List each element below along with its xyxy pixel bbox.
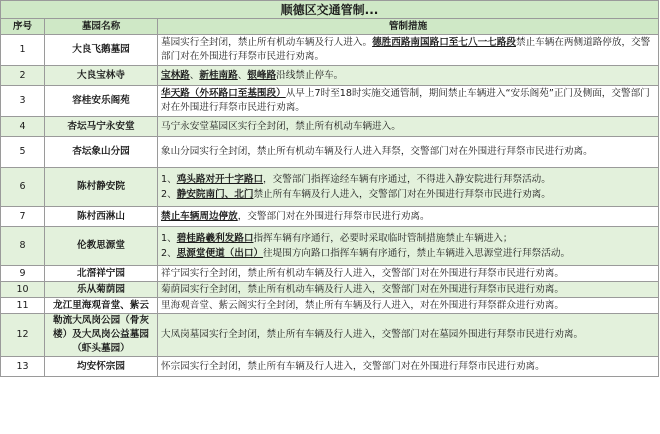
control-measure bbox=[158, 35, 659, 66]
table-row bbox=[1, 207, 659, 227]
measure-text: 禁止所有车辆及行人进入，交警部门对在外围进行拜祭市民进行劝离。 bbox=[253, 188, 551, 200]
cemetery-name: 龙江里海观音堂、紫云 bbox=[45, 298, 158, 314]
measure-line bbox=[161, 188, 655, 202]
row-number: 12 bbox=[1, 314, 45, 357]
cemetery-name: 容桂安乐阁苑 bbox=[45, 86, 158, 117]
table-row bbox=[1, 314, 659, 357]
table-row bbox=[1, 227, 659, 266]
row-number: 5 bbox=[1, 137, 45, 168]
row-number: 7 bbox=[1, 207, 45, 227]
underlined-road-text: 华天路（外环路口至基围段） bbox=[161, 88, 286, 99]
measure-text: 怀宗园实行全封闭，禁止所有车辆及行人进入，交警部门对在外围进行拜祭市民进行劝离。 bbox=[161, 360, 545, 372]
underlined-road-text: 宝林路 bbox=[161, 69, 190, 81]
table-row bbox=[1, 282, 659, 298]
cemetery-name: 陈村西淋山 bbox=[45, 207, 158, 227]
cemetery-name: 均安怀宗园 bbox=[45, 357, 158, 377]
cemetery-name: 乐从菊荫园 bbox=[45, 282, 158, 298]
control-measure bbox=[158, 357, 659, 377]
measure-text: 2、 bbox=[161, 247, 177, 259]
underlined-road-text: 思源堂便道（出口） bbox=[176, 247, 264, 259]
measure-text: 1、 bbox=[161, 232, 177, 244]
control-measure bbox=[158, 66, 659, 86]
cemetery-name: 陈村静安院 bbox=[45, 168, 158, 207]
measure-text: 从早上7时至18时实施交通管制，期间禁止车辆进入“安乐阁苑”正门及侧面，交警部门对在外围进行拜祭市民进行劝离。 bbox=[161, 88, 650, 113]
control-measure bbox=[158, 298, 659, 314]
measure-text: ，交警部门对在外围进行拜祭市民进行劝离。 bbox=[237, 210, 430, 222]
underlined-road-text: 禁止车辆周边停放 bbox=[161, 210, 238, 222]
cemetery-name: 勒流大凤岗公园（骨灰楼）及大凤岗公益墓园（虾头墓园） bbox=[45, 314, 158, 357]
control-measure bbox=[158, 207, 659, 227]
cemetery-name: 杏坛象山分园 bbox=[45, 137, 158, 168]
control-measure bbox=[158, 266, 659, 282]
measure-text: 2、 bbox=[161, 188, 177, 200]
cemetery-name: 大良飞鹅墓园 bbox=[45, 35, 158, 66]
table-row bbox=[1, 117, 659, 137]
row-number: 13 bbox=[1, 357, 45, 377]
header-no: 序号 bbox=[1, 19, 45, 35]
measure-text: 菊荫园实行全封闭，禁止所有机动车辆及行人进入，交警部门对在外围进行拜祭市民进行劝离。 bbox=[161, 283, 564, 295]
row-number: 3 bbox=[1, 86, 45, 117]
underlined-road-text: 鸡头路对开十字路口 bbox=[176, 173, 264, 185]
cemetery-name: 杏坛马宁永安堂 bbox=[45, 117, 158, 137]
measure-text: 、 bbox=[189, 69, 200, 81]
underlined-road-text: 静安院南门、北门 bbox=[176, 188, 254, 200]
table-row bbox=[1, 298, 659, 314]
control-measure bbox=[158, 137, 659, 168]
header-name: 墓园名称 bbox=[45, 19, 158, 35]
measure-text: 、 bbox=[237, 69, 248, 81]
table-row bbox=[1, 86, 659, 117]
underlined-road-text: 德胜西路南国路口至七八一七路段 bbox=[372, 37, 516, 48]
measure-text: 1、 bbox=[161, 173, 177, 185]
underlined-road-text: 新桂南路 bbox=[199, 69, 238, 81]
measure-text: 墓园实行全封闭，禁止所有机动车辆及行人进入。 bbox=[161, 37, 373, 48]
measure-text: 大凤岗墓园实行全封闭，禁止所有车辆及行人进入，交警部门对在墓园外围进行拜祭市民进行劝离。 bbox=[161, 329, 584, 340]
row-number: 2 bbox=[1, 66, 45, 86]
table-row bbox=[1, 357, 659, 377]
cemetery-name: 大良宝林寺 bbox=[45, 66, 158, 86]
control-measure bbox=[158, 168, 659, 207]
table-row bbox=[1, 266, 659, 282]
measure-line bbox=[161, 247, 655, 261]
row-number: 9 bbox=[1, 266, 45, 282]
underlined-road-text: 银峰路 bbox=[247, 69, 277, 81]
control-measure bbox=[158, 86, 659, 117]
measure-line bbox=[161, 173, 655, 187]
row-number: 8 bbox=[1, 227, 45, 266]
row-number: 11 bbox=[1, 298, 45, 314]
measure-text: 沿线禁止停车。 bbox=[276, 69, 344, 81]
row-number: 10 bbox=[1, 282, 45, 298]
measure-text: 往堤围方向路口指挥车辆有序通行，禁止车辆进入思源堂进行拜祭活动。 bbox=[263, 247, 571, 259]
table-row bbox=[1, 35, 659, 66]
measure-text: 马宁永安堂墓园区实行全封闭，禁止所有机动车辆进入。 bbox=[161, 120, 401, 132]
row-number: 6 bbox=[1, 168, 45, 207]
row-number: 1 bbox=[1, 35, 45, 66]
measure-text: 指挥车辆有序通行，必要时采取临时管制措施禁止车辆进入； bbox=[253, 232, 513, 244]
row-number: 4 bbox=[1, 117, 45, 137]
measure-text: 禁止车辆在两侧道路停放，交警部门对在外围进行拜祭市民进行劝离。 bbox=[161, 37, 651, 62]
measure-text: 象山分园实行全封闭，禁止所有机动车辆及行人进入拜祭，交警部门对在外围进行拜祭市民进行劝离。 bbox=[161, 146, 593, 157]
table-row bbox=[1, 137, 659, 168]
table-row bbox=[1, 66, 659, 86]
control-measure bbox=[158, 227, 659, 266]
table-title: 顺德区交通管制... bbox=[1, 1, 659, 19]
measure-text: 祥宁园实行全封闭，禁止所有机动车辆及行人进入，交警部门对在外围进行拜祭市民进行劝离。 bbox=[161, 267, 564, 279]
cemetery-name: 伦教思源堂 bbox=[45, 227, 158, 266]
measure-line bbox=[161, 232, 655, 246]
underlined-road-text: 碧桂路羲利发路口 bbox=[176, 232, 254, 244]
header-measures: 管制措施 bbox=[158, 19, 659, 35]
measure-text: 里海观音堂、紫云阁实行全封闭，禁止所有车辆及行人进入，对在外围进行拜祭群众进行劝离。 bbox=[161, 299, 564, 311]
measure-text: ，交警部门指挥途经车辆有序通过，不得进入静安院进行拜祭活动。 bbox=[263, 173, 551, 185]
control-measure bbox=[158, 117, 659, 137]
table-row bbox=[1, 168, 659, 207]
control-measure bbox=[158, 314, 659, 357]
cemetery-name: 北滘祥宁园 bbox=[45, 266, 158, 282]
control-measure bbox=[158, 282, 659, 298]
